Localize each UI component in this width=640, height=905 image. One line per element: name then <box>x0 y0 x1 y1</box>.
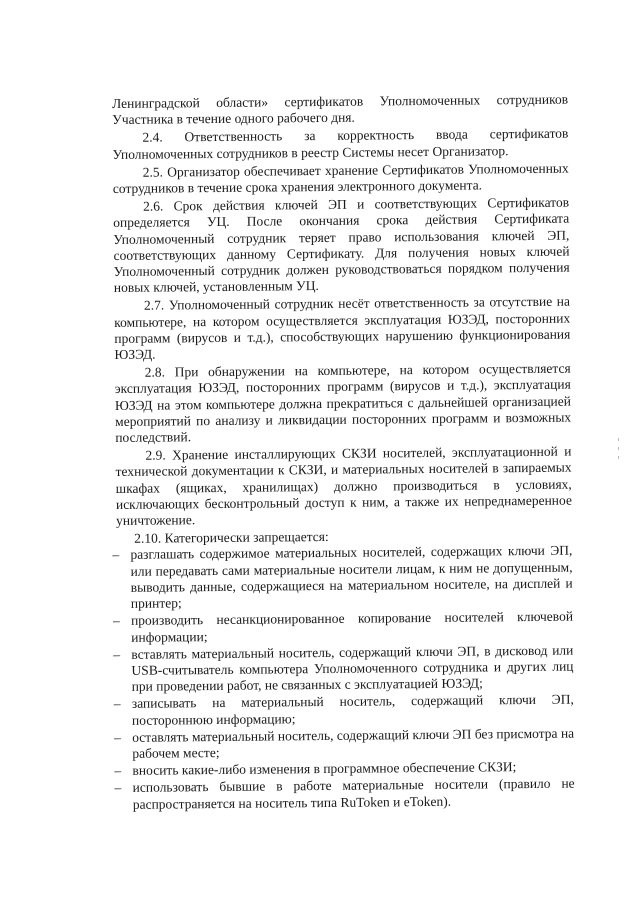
document-body <box>112 92 575 814</box>
dash-bullet-icon: – <box>114 763 122 779</box>
list-item: – вносить какие-либо изменения в программное обеспечение СКЗИ; <box>114 759 517 779</box>
dash-bullet-icon: – <box>114 780 122 796</box>
dash-bullet-icon: – <box>114 729 121 745</box>
paragraph-continuation: Ленинградской области» сертификатов Уполномоченных сотрудников Участника в течение одного рабочего дня. <box>112 91 569 128</box>
list-item: – записывать на материальный носитель, содержащий ключи ЭП, постороннюю информацию; <box>113 691 574 728</box>
dash-bullet-icon: – <box>113 646 121 662</box>
list-item: – использовать бывшие в работе материальные носители (правило не распространяется на носитель типа RuToken и eToken). <box>114 775 575 812</box>
list-item: – производить несанкционированное копирование носителей ключевой информации; <box>112 608 574 645</box>
dash-bullet-icon: – <box>112 547 120 563</box>
paragraph-2-7: 2.7. Уполномоченный сотрудник несёт ответственность за отсутствие на компьютере, на котором осуществляется эксплуатация ЮЗЭД, посторонних программ (вирусов и т.д.), способствующих нарушению функционирования ЮЗЭД. <box>114 294 571 363</box>
paragraph-2-8: 2.8. При обнаружении на компьютере, на котором осуществляется эксплуатация ЮЗЭД, посторонних программ (вирусов и т.д.), эксплуатация ЮЗЭД на этом компьютере должна прекратиться с дальнейшей организацией мероприятий по анализу и ликвидации посторонних программ и возможных последствий. <box>114 360 572 446</box>
dash-bullet-icon: – <box>112 613 120 629</box>
paragraph-2-9: 2.9. Хранение инсталлирующих СКЗИ носителей, эксплуатационной и технической документации к СКЗИ, и материальных носителей в запираемых шкафах (ящиках, хранилищах) должно производиться в условиях, исключающих бесконтрольный доступ к ним, а также их непреднамеренное уничтожение. <box>115 443 572 529</box>
list-item: – разглашать содержимое материальных носителей, содержащих ключи ЭП, или передавать сами материальные носители лицам, к ним не допущенным, выводить данные, содержащиеся на материальном носителе, на дисплей и принтер; <box>112 543 573 611</box>
dash-bullet-icon: – <box>113 696 121 712</box>
list-intro-2-10: 2.10. Категорически запрещается: <box>134 529 329 547</box>
list-item: – вставлять материальный носитель, содержащий ключи ЭП, в дисковод или USB-считыватель компьютера Уполномоченного сотрудника и других лиц при проведении работ, не связанных с эксплуатацией ЮЗЭД; <box>113 642 574 694</box>
scan-artifact-marks <box>618 438 620 468</box>
list-item: – оставлять материальный носитель, содержащий ключи ЭП без присмотра на рабочем месте; <box>114 725 575 761</box>
paragraph-2-6: 2.6. Срок действия ключей ЭП и соответствующих Сертификатов определяется УЦ. После окончания срока действия Сертификата Уполномоченный сотрудник теряет право использования ключей ЭП, соответствующих данному Сертификату. Для получения новых ключей Уполномоченный сотрудник должен руководствоваться порядком получения новых ключей, установленным УЦ. <box>113 194 570 296</box>
prohibition-list <box>112 543 575 813</box>
paragraph-2-5: 2.5. Организатор обеспечивает хранение Сертификатов Уполномоченных сотрудников в течение срока хранения электронного документа. <box>112 160 569 197</box>
paragraph-2-4: 2.4. Ответственность за корректность ввода сертификатов Уполномоченных сотрудников в реестр Системы несет Организатор. <box>112 126 569 162</box>
